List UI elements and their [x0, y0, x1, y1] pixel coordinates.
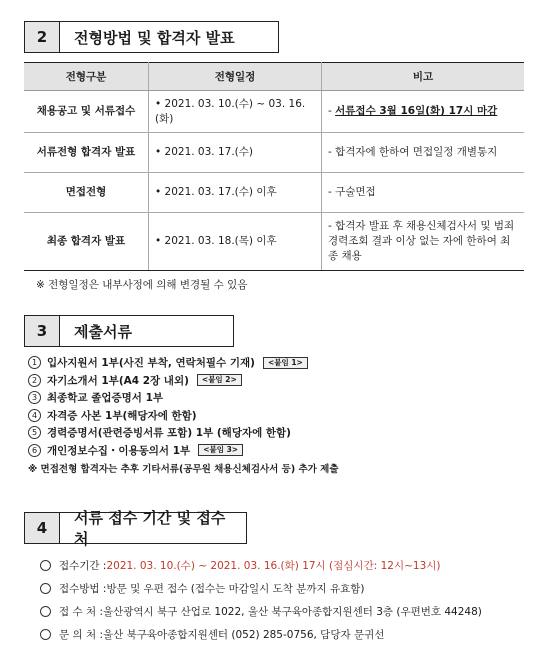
reception-list: [40, 554, 482, 646]
deadline-note: 서류접수 3월 16일(화) 17시 마감: [335, 105, 498, 117]
row-category: 채용공고 및 서류접수: [24, 91, 149, 133]
list-item: [28, 424, 339, 442]
documents-footnote: ※ 면접전형 합격자는 추후 기타서류(공무원 채용신체검사서 등) 추가 제출: [28, 463, 339, 475]
item-text: 개인정보수집・이용동의서 1부: [47, 444, 191, 457]
list-item: [40, 600, 482, 623]
item-text: 경력증명서(관련증빙서류 포함) 1부 (해당자에 한함): [47, 427, 291, 440]
row-category: 면접전형: [24, 173, 149, 213]
row-schedule: • 2021. 03. 17.(수): [149, 133, 322, 173]
section-number: 2: [24, 21, 60, 53]
item-label: 접 수 처 :: [59, 606, 103, 618]
table-row: [24, 91, 524, 133]
item-number: 1: [28, 356, 41, 369]
list-item: [40, 554, 482, 577]
reception-period-value: 2021. 03. 10.(수) ~ 2021. 03. 16.(화) 17시 (점심시간: 12시~13시): [106, 560, 441, 572]
row-category: 최종 합격자 발표: [24, 213, 149, 271]
circle-bullet-icon: [40, 629, 51, 640]
list-item: [28, 372, 339, 390]
item-value: 울산 북구육아종합지원센터 (052) 285-0756, 담당자 문귀선: [102, 629, 385, 641]
item-text: 입사지원서 1부(사진 부착, 연락처필수 기재): [47, 357, 255, 370]
item-text: 자기소개서 1부(A4 2장 내외): [47, 374, 189, 387]
column-header: 전형일정: [149, 63, 322, 91]
table-row: [24, 173, 524, 213]
table-row: [24, 213, 524, 271]
row-note: - 구술면접: [322, 173, 525, 213]
column-header: 비고: [322, 63, 525, 91]
circle-bullet-icon: [40, 606, 51, 617]
row-note: - 합격자에 한하여 면접일정 개별통지: [322, 133, 525, 173]
item-text: 최종학교 졸업증명서 1부: [47, 392, 164, 405]
row-note: [322, 91, 525, 133]
schedule-table: [24, 62, 524, 271]
item-value: 울산광역시 북구 산업로 1022, 울산 북구육아종합지원센터 3층 (우편번호 44248): [102, 606, 482, 618]
circle-bullet-icon: [40, 560, 51, 571]
row-category: 서류전형 합격자 발표: [24, 133, 149, 173]
attachment-tag: <붙임 3>: [198, 444, 243, 456]
item-number: 2: [28, 374, 41, 387]
attachment-tag: <붙임 1>: [263, 357, 308, 369]
list-item: [40, 577, 482, 600]
row-schedule: • 2021. 03. 17.(수) 이후: [149, 173, 322, 213]
note-prefix: -: [328, 105, 336, 117]
table-header-row: [24, 63, 524, 91]
item-label: 접수기간 :: [59, 560, 107, 572]
item-number: 5: [28, 426, 41, 439]
list-item: [28, 407, 339, 425]
attachment-tag: <붙임 2>: [197, 374, 242, 386]
item-number: 3: [28, 391, 41, 404]
item-text: 자격증 사본 1부(해당자에 한함): [47, 409, 197, 422]
row-note: - 합격자 발표 후 채용신체검사서 및 범죄경력조회 결과 이상 없는 자에 한하여 최종 채용: [322, 213, 525, 271]
section-number: 4: [24, 512, 60, 544]
list-item: [28, 389, 339, 407]
item-label: 문 의 처 :: [59, 629, 103, 641]
list-item: [28, 354, 339, 372]
item-number: 6: [28, 444, 41, 457]
row-schedule: • 2021. 03. 10.(수) ~ 03. 16.(화): [149, 91, 322, 133]
section-4-header: [24, 509, 247, 548]
section-title: 제출서류: [60, 315, 234, 347]
row-schedule: • 2021. 03. 18.(목) 이후: [149, 213, 322, 271]
list-item: [40, 623, 482, 646]
item-value: 방문 및 우편 접수 (접수는 마감일시 도착 분까지 유효함): [106, 583, 365, 595]
document-list: [28, 354, 339, 477]
list-item: [28, 442, 339, 460]
section-title: 서류 접수 기간 및 접수처: [60, 512, 247, 544]
column-header: 전형구분: [24, 63, 149, 91]
section-3-header: [24, 315, 234, 347]
item-number: 4: [28, 409, 41, 422]
circle-bullet-icon: [40, 583, 51, 594]
section-title: 전형방법 및 합격자 발표: [60, 21, 279, 53]
schedule-footnote: ※ 전형일정은 내부사정에 의해 변경될 수 있음: [36, 279, 248, 291]
section-number: 3: [24, 315, 60, 347]
item-label: 접수방법 :: [59, 583, 107, 595]
section-2-header: [24, 21, 279, 53]
table-row: [24, 133, 524, 173]
